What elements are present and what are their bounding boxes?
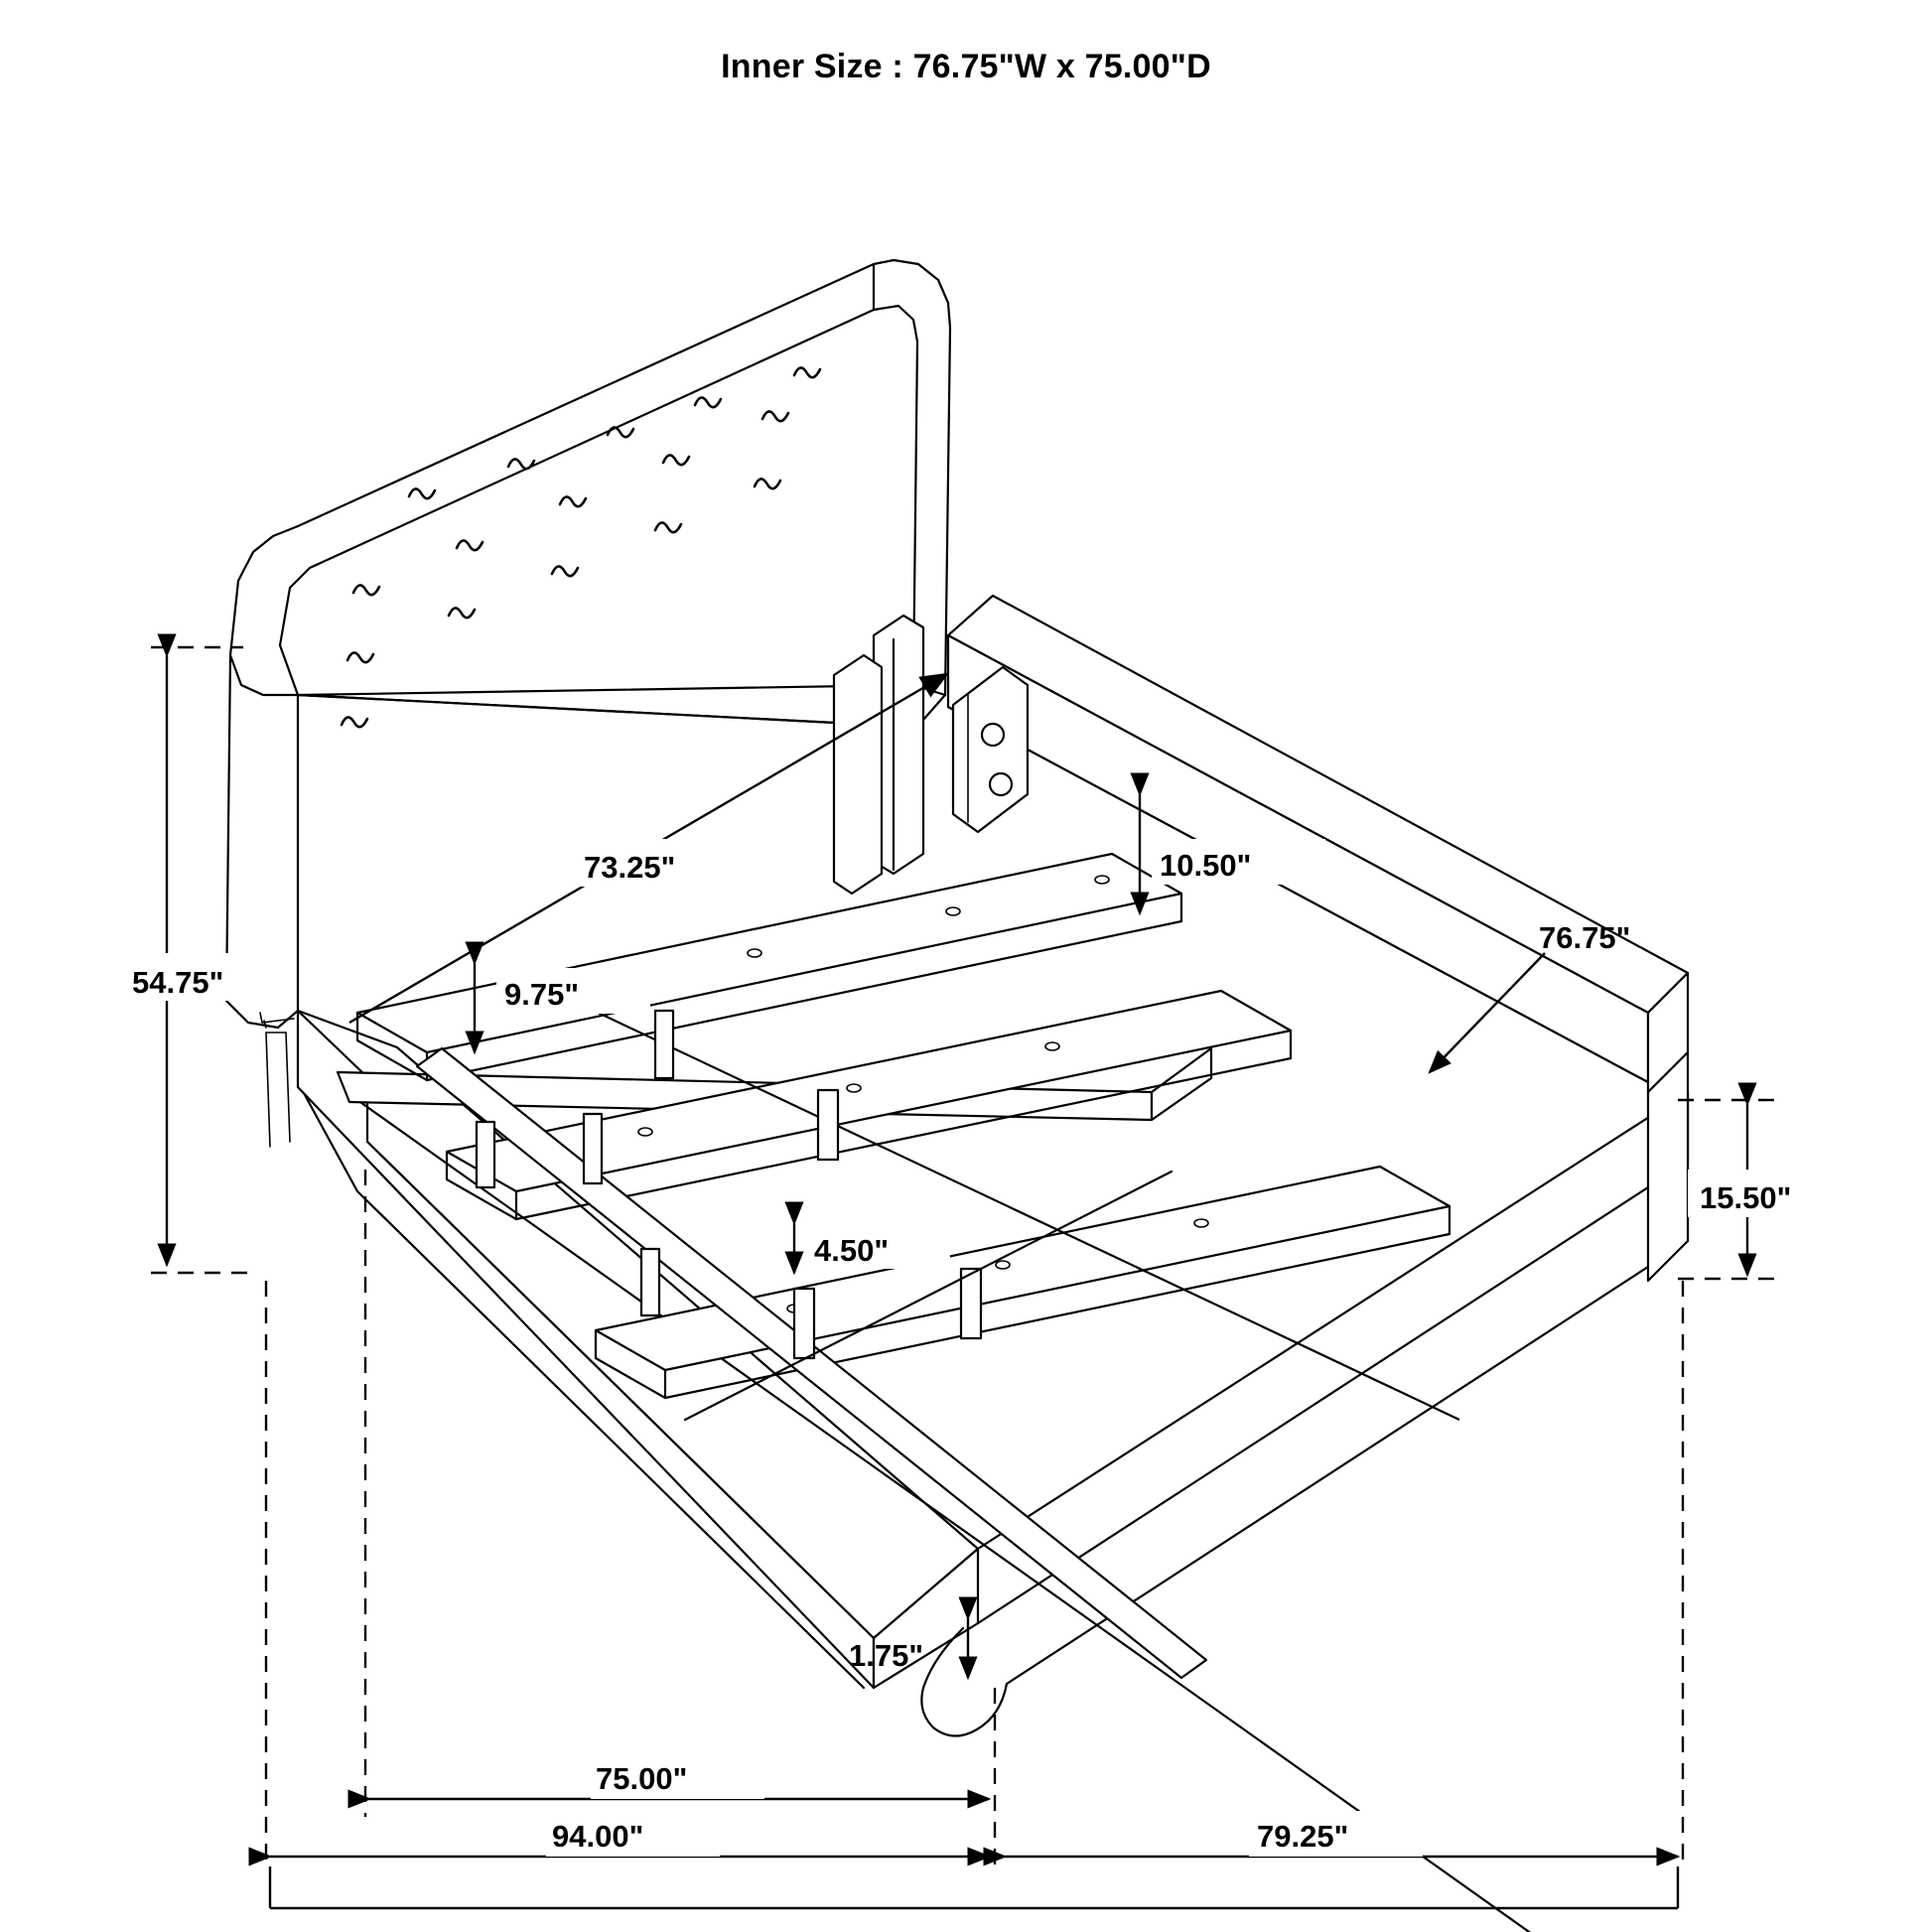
dim-label-foot-clearance: 1.75"	[849, 1638, 924, 1673]
dim-footboard-height	[1678, 1100, 1857, 1279]
dim-label-slat-support-height: 4.50"	[814, 1233, 890, 1268]
dim-headboard-height	[109, 647, 258, 1273]
dim-label-footboard-height: 15.50"	[1700, 1180, 1792, 1215]
dim-label-overall-width: 79.25"	[1257, 1819, 1349, 1854]
dim-label-inner-width: 76.75"	[1539, 920, 1631, 955]
dim-label-inner-depth: 75.00"	[596, 1761, 688, 1796]
dim-label-slat-clearance: 9.75"	[504, 977, 580, 1012]
page-title: Inner Size : 76.75"W x 75.00"D	[721, 48, 1211, 85]
dim-overall-width	[1005, 1811, 1678, 1857]
dim-label-rail-length: 73.25"	[584, 850, 676, 885]
dim-label-headboard-height: 54.75"	[132, 965, 224, 1000]
dim-label-overall-length: 94.00"	[552, 1819, 644, 1854]
bed-frame	[298, 596, 1688, 1932]
dim-inner-depth	[369, 1753, 989, 1799]
dim-slat-support-height	[794, 1223, 950, 1273]
dim-label-rail-to-deck: 10.50"	[1160, 848, 1252, 883]
dim-overall-length	[270, 1811, 989, 1857]
